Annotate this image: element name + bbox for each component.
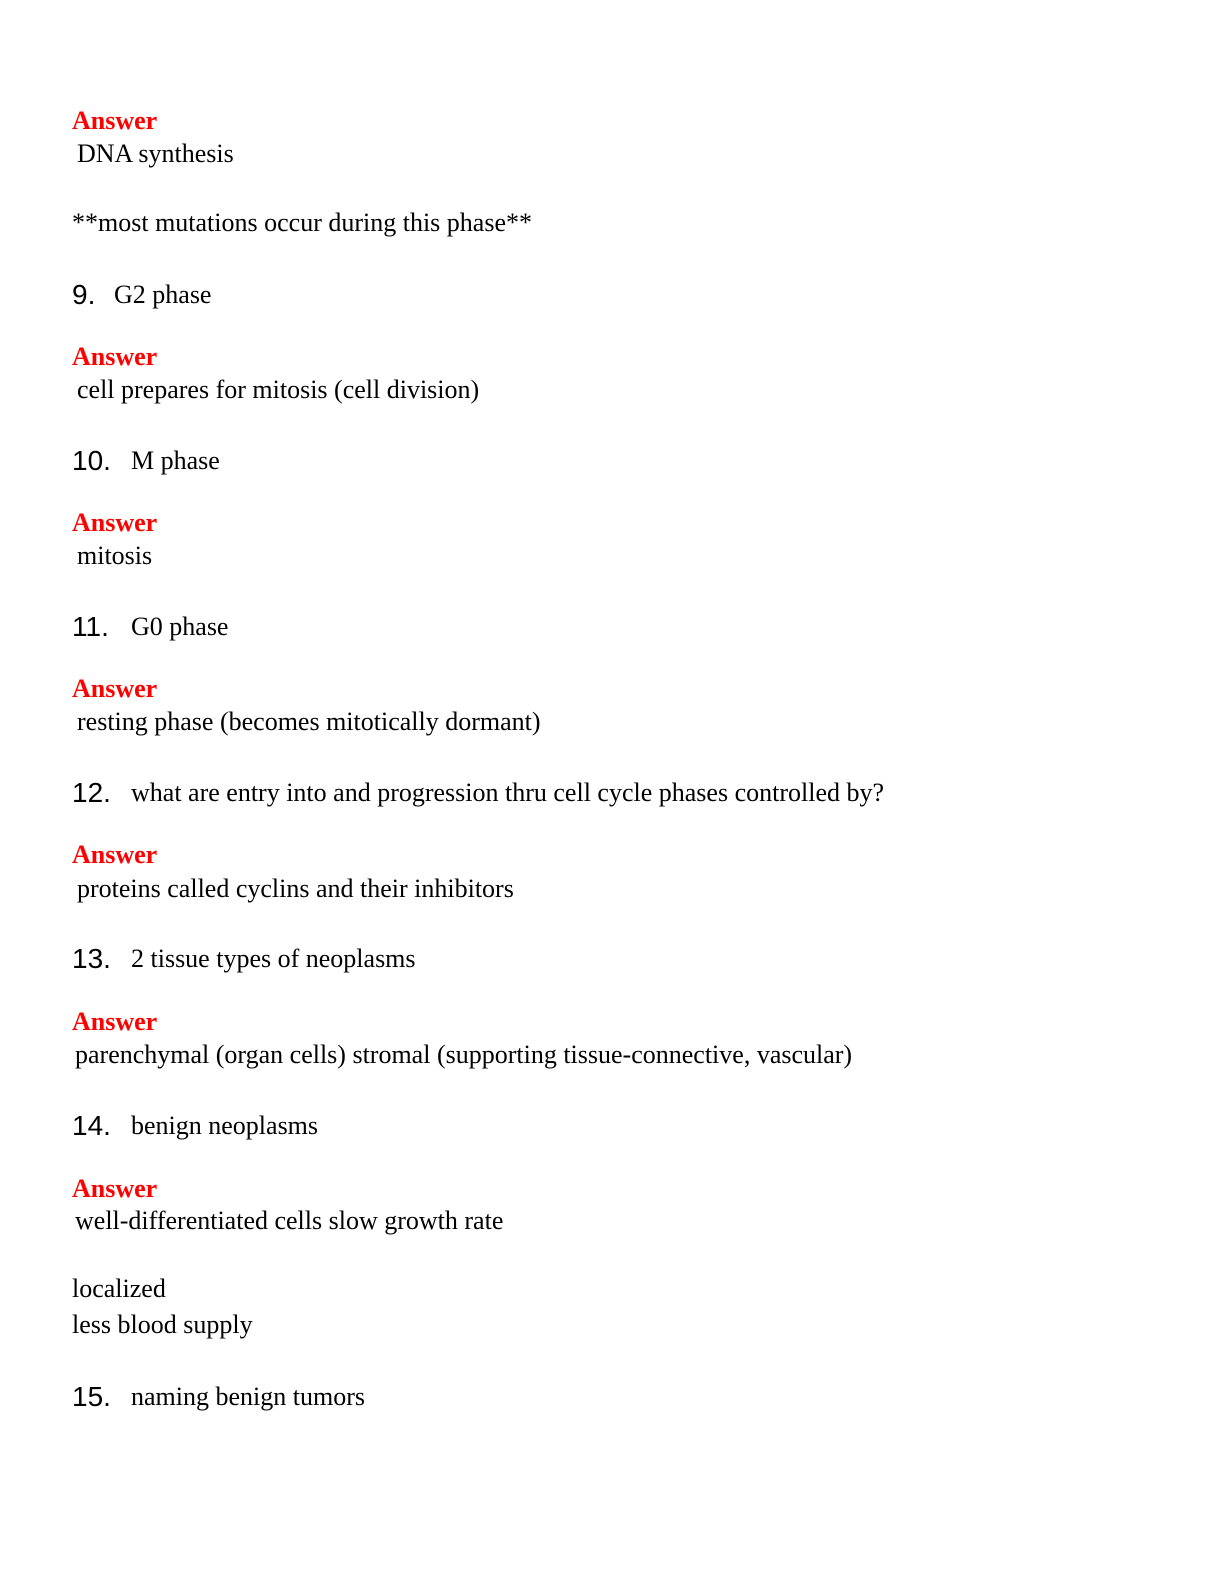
answer-label: Answer (72, 674, 158, 703)
question-number: 14. (72, 1110, 111, 1141)
question-text: G2 phase (114, 280, 212, 309)
answer-text: well-differentiated cells slow growth rate (75, 1206, 504, 1235)
answer-text: proteins called cyclins and their inhibitors (77, 874, 514, 903)
question-number: 11. (72, 611, 109, 642)
answer-note: **most mutations occur during this phase** (72, 208, 533, 237)
question-number: 13. (72, 943, 111, 974)
question-text: G0 phase (131, 612, 229, 641)
answer-text: resting phase (becomes mitotically dormant) (77, 707, 541, 736)
answer-label: Answer (72, 508, 158, 537)
question-number: 12. (72, 777, 111, 808)
answer-note: less blood supply (72, 1310, 253, 1339)
question-text: what are entry into and progression thru cell cycle phases controlled by? (131, 778, 885, 807)
answer-text: parenchymal (organ cells) stromal (supporting tissue-connective, vascular) (75, 1040, 853, 1069)
question-text: benign neoplasms (131, 1111, 319, 1140)
answer-text: cell prepares for mitosis (cell division) (77, 375, 480, 404)
answer-label: Answer (72, 1007, 158, 1036)
question-text: M phase (131, 446, 220, 475)
answer-text: mitosis (77, 541, 153, 570)
question-text: naming benign tumors (131, 1382, 365, 1411)
question-number: 15. (72, 1381, 111, 1412)
answer-label: Answer (72, 342, 158, 371)
answer-label: Answer (72, 1174, 158, 1203)
answer-label: Answer (72, 106, 158, 135)
answer-text: DNA synthesis (77, 139, 234, 168)
question-number: 10. (72, 445, 111, 476)
question-text: 2 tissue types of neoplasms (131, 944, 416, 973)
question-number: 9. (72, 279, 96, 310)
answer-label: Answer (72, 840, 158, 869)
answer-note: localized (72, 1274, 166, 1303)
